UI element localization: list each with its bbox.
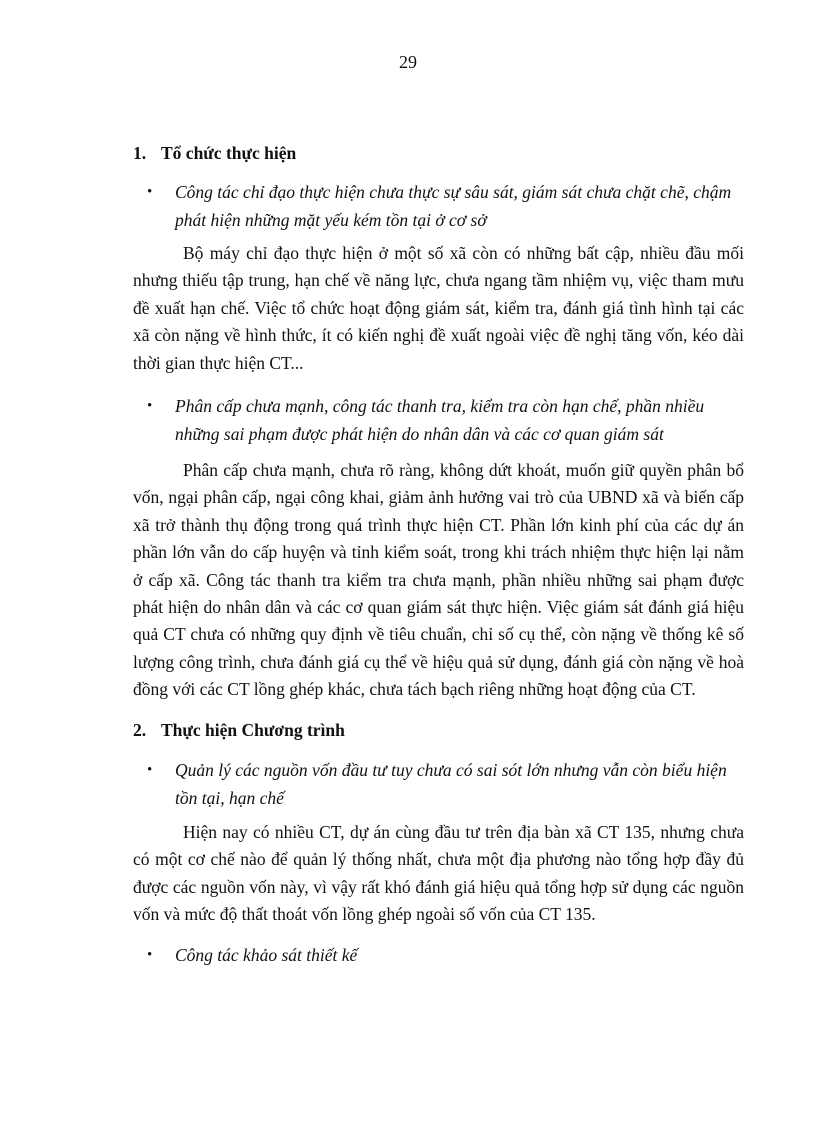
section-2-paragraph-1: Hiện nay có nhiều CT, dự án cùng đầu tư trên địa bàn xã CT 135, nhưng chưa có một cơ chế nào để quản lý thống nhất, chưa một địa phương nào tổng hợp đầy đủ được các nguồn vốn này, vì vậy rất khó đánh giá hiệu quả tổng hợp sử dụng các nguồn vốn và mức độ thất thoát vốn lồng ghép ngoài số vốn của CT 135. [133,822,744,925]
section-2-number: 2. [133,720,147,740]
section-2-bullet-2-text: Công tác khảo sát thiết kế [175,945,358,965]
section-1-bullet-2 [147,392,743,448]
section-1-paragraph-2: Phân cấp chưa mạnh, chưa rõ ràng, không dứt khoát, muốn giữ quyền phân bổ vốn, ngại phân cấp, ngại công khai, giảm ảnh hưởng vai trò của UBND xã và biến cấp xã trở thành thụ động trong quá trình thực hiện CT. Phần lớn kinh phí của các dự án phần lớn vẫn do cấp huyện và tỉnh kiểm soát, trong khi trách nhiệm thực hiện lại nằm ở cấp xã. Công tác thanh tra kiểm tra chưa mạnh, phần nhiều những sai phạm được phát hiện do nhân dân và các cơ quan giám sát thực hiện. Việc giám sát đánh giá hiệu quả CT chưa có những quy định về tiêu chuẩn, chỉ số cụ thể, còn nặng về thống kê số lượng công trình, chưa đánh giá cụ thể về hiệu quả sử dụng, đánh giá còn nặng về hoà đồng với các CT lồng ghép khác, chưa tách bạch riêng những hoạt động của CT. [133,460,744,700]
page-number: 29 [399,52,417,72]
section-1-bullet-1 [147,178,743,234]
section-1-bullet-2-text: Phân cấp chưa mạnh, công tác thanh tra, kiểm tra còn hạn chế, phần nhiều những sai phạm được phát hiện do nhân dân và các cơ quan giám sát [175,396,705,444]
section-2-title: Thực hiện Chương trình [161,720,345,740]
section-1-bullet-1-text: Công tác chỉ đạo thực hiện chưa thực sự sâu sát, giám sát chưa chặt chẽ, chậm phát hiện những mặt yếu kém tồn tại ở cơ sở [175,182,732,230]
section-2-bullet-2 [147,941,743,969]
bullet-icon: • [147,762,153,778]
bullet-icon: • [147,184,153,200]
section-2-bullet-1-text: Quản lý các nguồn vốn đầu tư tuy chưa có sai sót lớn nhưng vẫn còn biểu hiện tồn tại, hạn chế [175,760,727,808]
section-2-heading [133,717,345,743]
section-1-number: 1. [133,143,147,163]
section-1-title: Tổ chức thực hiện [161,143,297,163]
section-1-heading [133,140,296,166]
section-1-paragraph-1: Bộ máy chỉ đạo thực hiện ở một số xã còn có những bất cập, nhiều đầu mối nhưng thiếu tập trung, hạn chế về năng lực, chưa ngang tầm nhiệm vụ, việc tham mưu đề xuất hạn chế. Việc tổ chức hoạt động giám sát, kiểm tra, đánh giá tình hình tại các xã còn nặng về hình thức, ít có kiến nghị đề xuất ngoài việc đề nghị tăng vốn, kéo dài thời gian thực hiện CT... [133,243,744,373]
bullet-icon: • [147,947,153,963]
bullet-icon: • [147,398,153,414]
section-2-bullet-1 [147,756,743,812]
